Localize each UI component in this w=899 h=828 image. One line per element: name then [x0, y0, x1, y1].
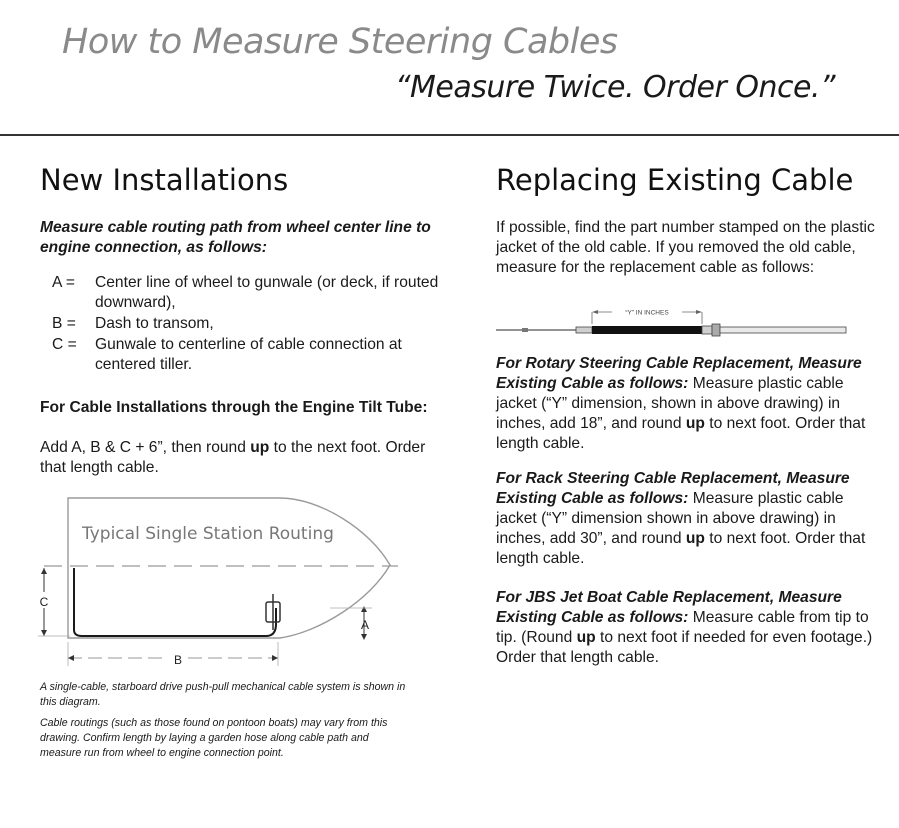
- section-lead: For JBS Jet Boat Cable Replacement, Measure Existing Cable as follows:: [496, 589, 842, 626]
- list-key: B =: [52, 315, 76, 332]
- section-text-end: to next foot. Order that length cable.: [496, 415, 866, 452]
- cable-jacket: [592, 326, 702, 334]
- section-bold: up: [685, 530, 705, 547]
- page-title: How to Measure Steering Cables: [62, 22, 618, 62]
- section-text-end: to next foot if needed for even footage.) Order that length cable.: [496, 629, 873, 666]
- new-installations-intro: Measure cable routing path from wheel center line to engine connection, as follows:: [40, 219, 431, 256]
- list-item-a: [40, 273, 440, 313]
- section-text: Measure plastic cable jacket (“Y” dimension, shown in above drawing) in inches, add 18”, and round: [496, 375, 844, 432]
- list-text: Center line of wheel to gunwale (or deck, if routed downward),: [95, 274, 439, 311]
- diagram-caption: A single-cable, starboard drive push-pull mechanical cable system is shown in this diagram.: [40, 681, 406, 708]
- section-text-end: to next foot. Order that length cable.: [496, 530, 866, 567]
- list-item-b: [40, 314, 440, 334]
- tilt-tube-heading: For Cable Installations through the Engine Tilt Tube:: [40, 399, 428, 416]
- section-lead: For Rack Steering Cable Replacement, Measure Existing Cable as follows:: [496, 470, 850, 507]
- boat-hull-outline: [68, 498, 390, 638]
- boat-routing-diagram: [30, 490, 470, 675]
- page-subtitle: “Measure Twice. Order Once.”: [395, 70, 835, 105]
- dimension-a-label: A: [360, 618, 370, 632]
- jbs-jet-boat-section: [496, 588, 876, 668]
- tilt-text-post: to the next foot. Order that length cable.: [40, 439, 426, 476]
- section-bold: up: [576, 629, 596, 646]
- rack-steering-section: [496, 469, 876, 569]
- section-bold: up: [685, 415, 705, 432]
- section-text: Measure cable from tip to tip. (Round: [496, 609, 869, 646]
- diagram-note: Cable routings (such as those found on pontoon boats) may vary from this drawing. Confirm length by laying a garden hose along cable path and measure run from wheel to engine connection point.: [40, 717, 388, 759]
- dimension-b-label: B: [173, 653, 183, 667]
- list-text: Gunwale to centerline of cable connection at centered tiller.: [95, 336, 402, 373]
- diagram-title: Typical Single Station Routing: [82, 524, 334, 544]
- list-key: C =: [52, 336, 77, 353]
- tilt-tube-text: [40, 438, 440, 478]
- new-installations-heading: New Installations: [40, 163, 289, 197]
- replacing-cable-intro: If possible, find the part number stamped on the plastic jacket of the old cable. If you removed the old cable, measure for the replacement cable as follows:: [496, 219, 875, 276]
- list-item-c: [40, 335, 440, 375]
- measurement-list: [40, 273, 440, 375]
- dimension-c-label: C: [39, 595, 49, 609]
- list-key: A =: [52, 274, 75, 291]
- cable-path: [74, 568, 276, 636]
- cable-measurement-illustration: [496, 300, 856, 350]
- tilt-text-pre: Add A, B & C + 6”, then round: [40, 439, 251, 456]
- replacing-cable-heading: Replacing Existing Cable: [496, 163, 854, 197]
- y-dimension-label: “Y” IN INCHES: [625, 309, 669, 317]
- list-text: Dash to transom,: [95, 315, 214, 332]
- header-divider: [0, 134, 899, 136]
- tilt-text-bold: up: [250, 439, 270, 456]
- rotary-steering-section: [496, 354, 876, 454]
- section-text: Measure plastic cable jacket (“Y” dimension shown in above drawing) in inches, add 30”, and round: [496, 490, 844, 547]
- section-lead: For Rotary Steering Cable Replacement, Measure Existing Cable as follows:: [496, 355, 862, 392]
